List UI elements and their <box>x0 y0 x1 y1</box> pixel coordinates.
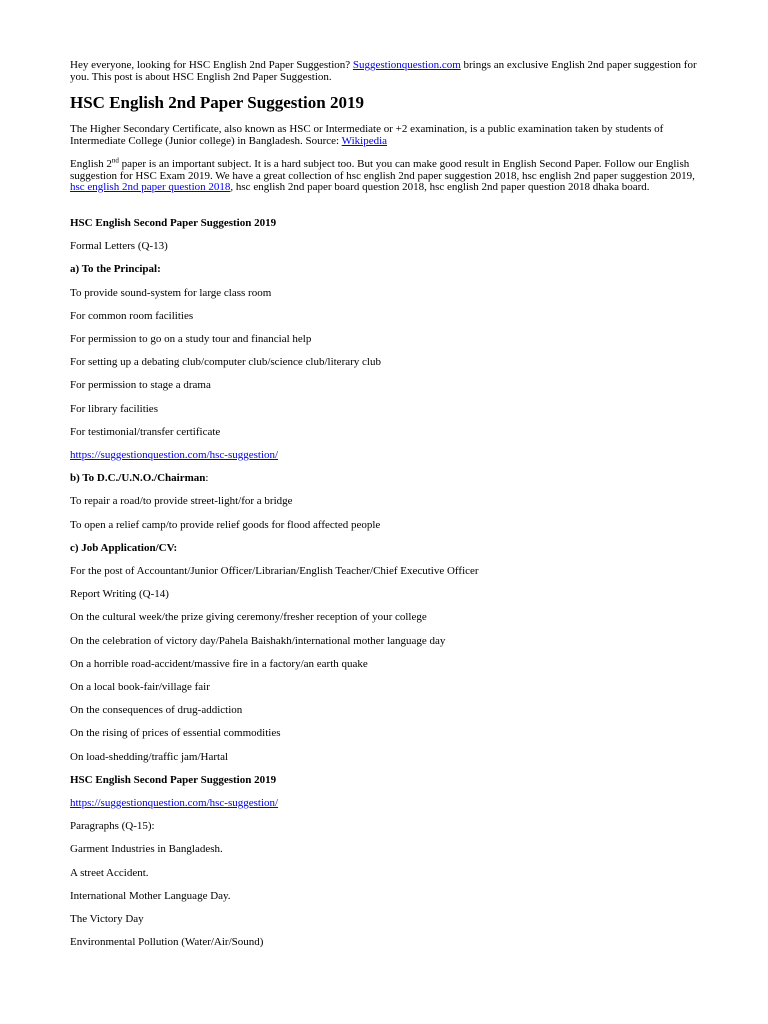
list-item: On the celebration of victory day/Pahela Baishakh/international mother language day <box>70 634 446 647</box>
list-item: Environmental Pollution (Water/Air/Sound) <box>70 936 264 949</box>
list-item: On a local book-fair/village fair <box>70 681 210 693</box>
english-text-part1: English 2 <box>70 158 112 170</box>
suggestion-url-text[interactable]: https://suggestionquestion.com/hsc-suggestion/ <box>70 449 279 461</box>
suggestion-url-link[interactable] <box>70 449 278 462</box>
list-item: For permission to go on a study tour and financial help <box>70 333 312 345</box>
suggestion-url-link[interactable] <box>70 797 278 810</box>
list-item: For setting up a debating club/computer club/science club/literary club <box>70 356 381 369</box>
list-item: International Mother Language Day. <box>70 889 231 902</box>
list-item: On the cultural week/the prize giving ceremony/fresher reception of your college <box>70 611 427 624</box>
list-item: To provide sound-system for large class room <box>70 286 272 299</box>
section-heading: HSC English Second Paper Suggestion 2019 <box>70 217 277 229</box>
list-item: For common room facilities <box>70 309 194 322</box>
list-item: For library facilities <box>70 402 158 415</box>
list-item: To open a relief camp/to provide relief goods for flood affected people <box>70 518 381 531</box>
list-item: A street Accident. <box>70 866 149 879</box>
list-item: On the consequences of drug-addiction <box>70 704 243 717</box>
wikipedia-link[interactable]: Wikipedia <box>341 134 388 147</box>
intro-text-before: Hey everyone, looking for HSC English 2nd Paper Suggestion? <box>70 59 353 71</box>
english-text-part2: paper is an important subject. It is a hard subject too. But you can make good result in English Second Paper. Follow our English suggestion for HSC Exam 2019. We have a great collection of hsc english 2nd paper suggestion 2018, hsc english 2nd paper suggestion 2019, <box>70 158 695 182</box>
section-heading: HSC English Second Paper Suggestion 2019 <box>70 773 277 786</box>
list-item: The Victory Day <box>70 913 144 925</box>
english-text-part3: , hsc english 2nd paper board question 2018, hsc english 2nd paper question 2018 dhaka board. <box>230 181 650 193</box>
list-item: Formal Letters (Q-13) <box>70 240 168 253</box>
page-title: HSC English 2nd Paper Suggestion 2019 <box>70 93 364 112</box>
section-heading-text: b) To D.C./U.N.O./Chairman <box>70 472 206 485</box>
list-item: For permission to stage a drama <box>70 379 211 392</box>
suggestionquestion-link[interactable]: Suggestionquestion.com <box>352 59 461 71</box>
list-item: Paragraphs (Q-15): <box>70 820 155 833</box>
section-heading <box>70 472 208 485</box>
list-item: For the post of Accountant/Junior Officer/Librarian/English Teacher/Chief Executive Officer <box>70 565 479 577</box>
section-heading: a) To the Principal: <box>70 263 161 276</box>
list-item: On the rising of prices of essential commodities <box>70 727 281 740</box>
section-heading-suffix: : <box>205 472 209 485</box>
hsc-question-2018-link[interactable]: hsc english 2nd paper question 2018 <box>70 181 231 193</box>
hsc-definition-paragraph <box>70 124 710 147</box>
list-item: On load-shedding/traffic jam/Hartal <box>70 750 229 763</box>
list-item: Report Writing (Q-14) <box>70 588 169 601</box>
list-item: For testimonial/transfer certificate <box>70 425 221 438</box>
english-subject-paragraph <box>70 156 710 194</box>
list-item: To repair a road/to provide street-light/for a bridge <box>70 495 293 508</box>
ordinal-superscript: nd <box>111 156 119 165</box>
intro-text-after: brings an exclusive English 2nd paper suggestion for you. This post is about HSC English 2nd Paper Suggestion. <box>70 59 697 83</box>
section-heading: c) Job Application/CV: <box>70 541 178 554</box>
suggestion-url-text[interactable]: https://suggestionquestion.com/hsc-suggestion/ <box>70 797 279 809</box>
hsc-definition-text: The Higher Secondary Certificate, also known as HSC or Intermediate or +2 examination, is a public examination taken by students of Intermediate College (Junior college) in Bangladesh. Source: <box>70 123 664 147</box>
list-item: On a horrible road-accident/massive fire in a factory/an earth quake <box>70 657 368 670</box>
intro-paragraph <box>70 60 700 83</box>
list-item: Garment Industries in Bangladesh. <box>70 843 223 856</box>
